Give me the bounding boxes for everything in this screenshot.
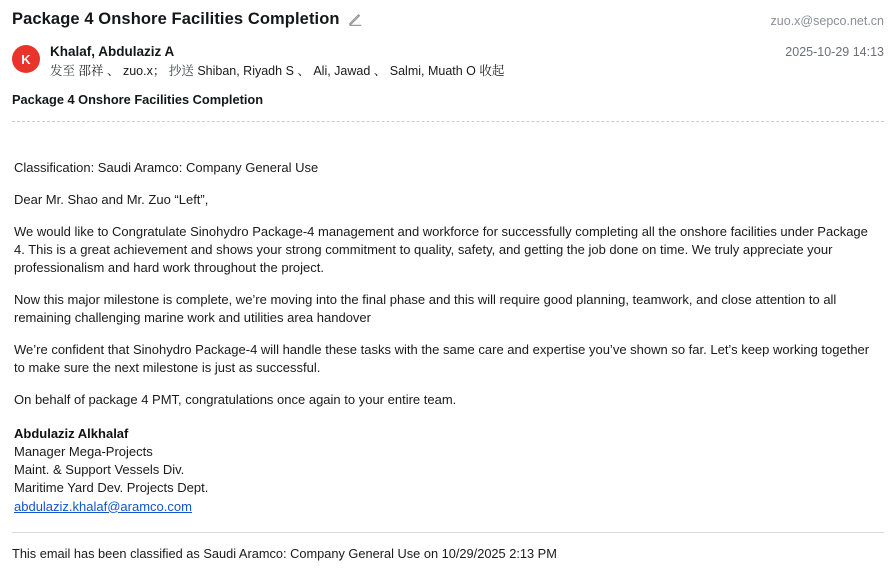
body-top-spacer	[12, 129, 884, 159]
pencil-icon[interactable]	[348, 12, 363, 27]
to-label: 发至	[50, 64, 76, 78]
reader-header	[12, 0, 884, 29]
page-title: Package 4 Onshore Facilities Completion	[12, 10, 340, 28]
signature-line-2: Maint. & Support Vessels Div.	[14, 461, 185, 477]
cc-values[interactable]: Shiban, Riyadh S 、 Ali, Jawad 、 Salmi, Muath O	[197, 64, 476, 78]
body-paragraph-1: We would like to Congratulate Sinohydro Package-4 management and workforce for successfully completing all the onshore facilities under Package 4. This is a great achievement and shows your strong commitment to quality, safety, and getting the job done on time. We truly appreciate your professionalism and hard work throughout the project.	[14, 223, 868, 275]
body-paragraph-4: On behalf of package 4 PMT, congratulations once again to your entire team.	[14, 391, 457, 407]
sender-info	[50, 43, 771, 80]
classification-line: Classification: Saudi Aramco: Company General Use	[14, 159, 319, 175]
signature-line-1: Manager Mega-Projects	[14, 443, 153, 459]
avatar: K	[12, 45, 40, 73]
cc-label: 抄送	[168, 64, 194, 78]
signature-name: Abdulaziz Alkhalaf	[14, 425, 129, 441]
body-paragraph-2: Now this major milestone is complete, we’re moving into the final phase and this will require good planning, teamwork, and close attention to all remaining challenging marine work and utilities area handover	[14, 291, 837, 325]
footer-divider	[12, 532, 884, 533]
classification-footer: This email has been classified as Saudi Aramco: Company General Use on 10/29/2025 2:13 PM	[12, 545, 557, 561]
message-timestamp: 2025-10-29 14:13	[785, 45, 884, 59]
header-divider	[12, 121, 884, 122]
signature-block	[14, 425, 882, 516]
recipient-line	[50, 63, 771, 80]
collapse-recipients-button[interactable]: 收起	[479, 64, 505, 78]
account-email: zuo.x@sepco.net.cn	[770, 14, 884, 28]
sender-name[interactable]: Khalaf, Abdulaziz A	[50, 44, 175, 59]
signature-line-3: Maritime Yard Dev. Projects Dept.	[14, 479, 209, 495]
sender-block	[12, 43, 884, 80]
message-subject: Package 4 Onshore Facilities Completion	[12, 92, 264, 107]
to-values[interactable]: 邵祥 、 zuo.x；	[78, 64, 166, 78]
signature-email-link[interactable]: abdulaziz.khalaf@aramco.com	[14, 498, 192, 514]
subject-header	[12, 10, 363, 29]
body-paragraph-3: We’re confident that Sinohydro Package-4 will handle these tasks with the same care and expertise you’ve shown so far. Let’s keep working together to make sure the next milestone is just as successful.	[14, 341, 870, 375]
message-body	[12, 159, 884, 516]
greeting-line: Dear Mr. Shao and Mr. Zuo “Left”,	[14, 191, 209, 207]
